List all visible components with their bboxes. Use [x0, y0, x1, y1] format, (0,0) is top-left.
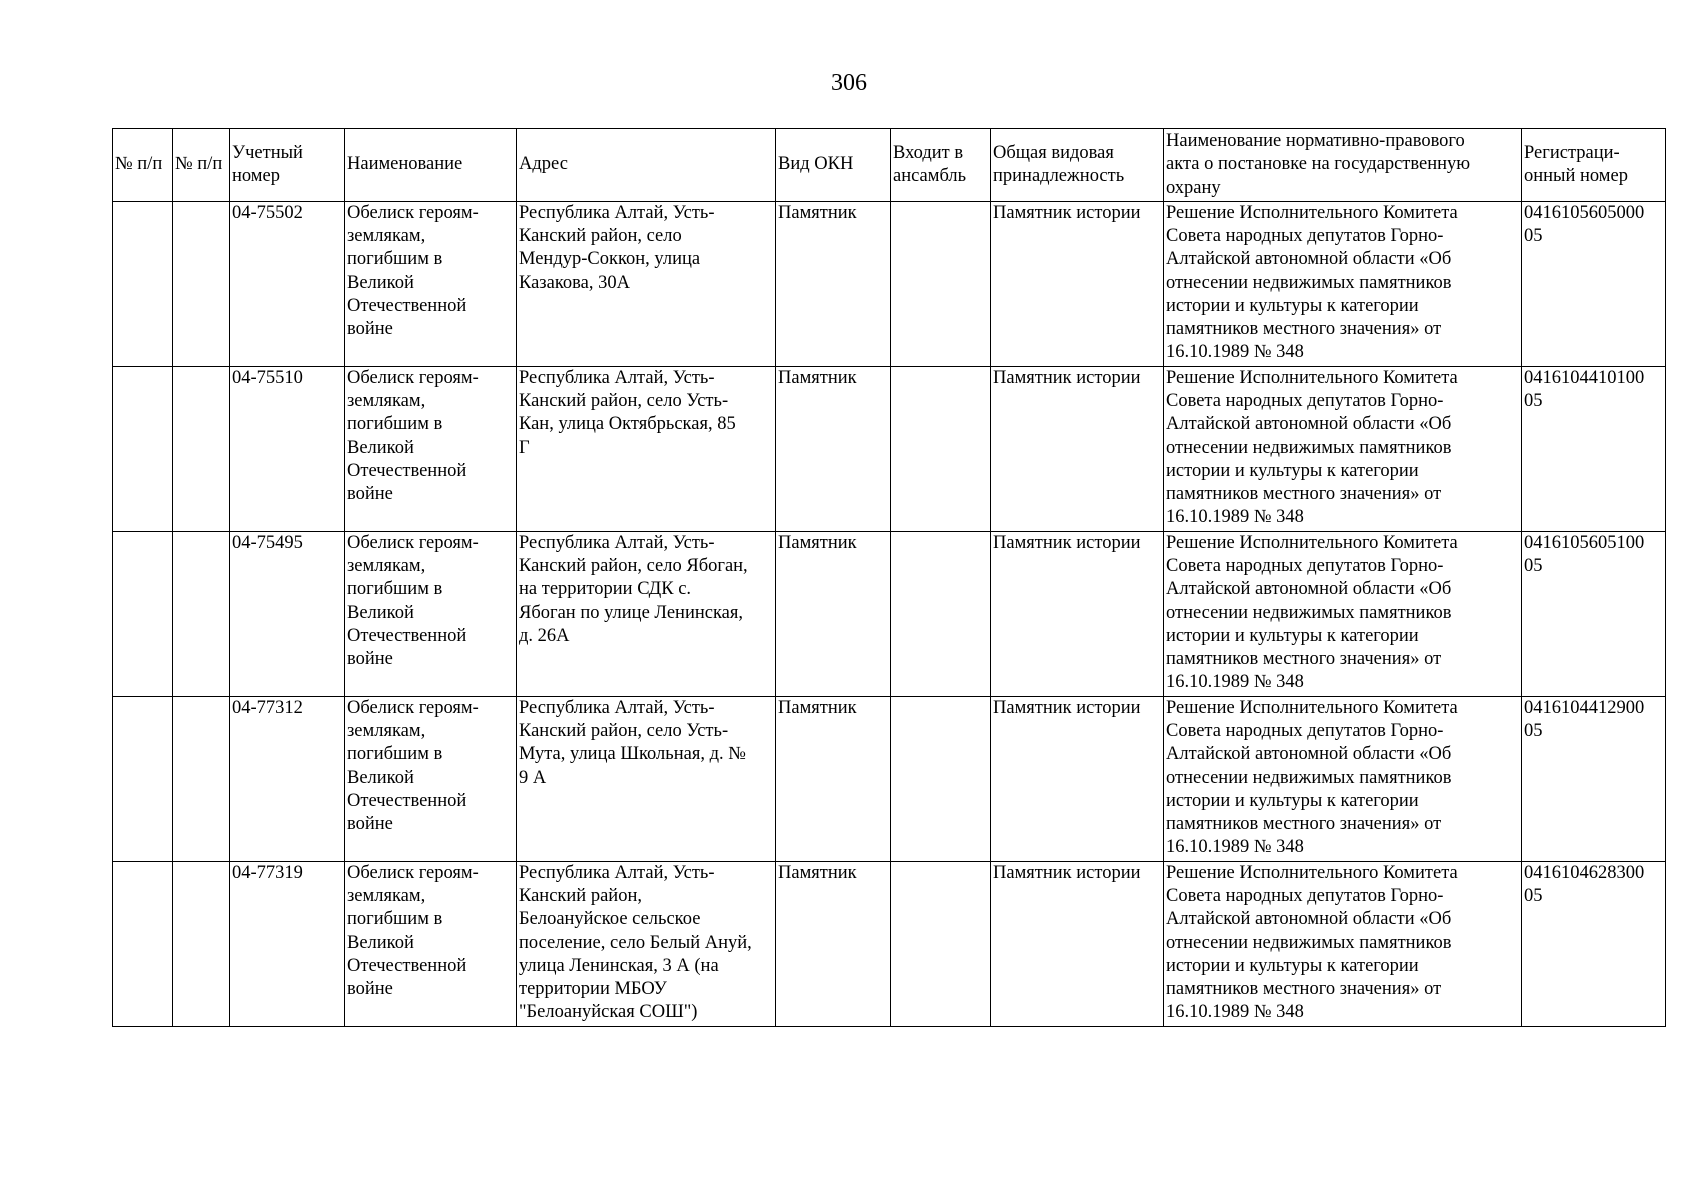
cell-reg-number: 0416104412900 05: [1522, 697, 1666, 862]
table-header: [113, 129, 1666, 202]
column-header-address: Адрес: [517, 129, 776, 202]
cell-name: Обелиск героям- землякам, погибшим в Великой Отечественной войне: [345, 862, 517, 1027]
column-header-category: Общая видовая принадлежность: [991, 129, 1164, 202]
cell-category: Памятник истории: [991, 532, 1164, 697]
cell-account-number: 04-77312: [230, 697, 345, 862]
cell-num-2: [173, 862, 230, 1027]
cell-okn-type: Памятник: [776, 532, 891, 697]
column-header-num-1: № п/п: [113, 129, 173, 202]
table-row: [113, 202, 1666, 367]
header-row: [113, 129, 1666, 202]
column-header-num-2: № п/п: [173, 129, 230, 202]
cell-legal-act: Решение Исполнительного Комитета Совета народных депутатов Горно- Алтайской автономной области «Об отнесении недвижимых памятников истории и культуры к категории памятников местного значения» от 16.10.1989 № 348: [1164, 367, 1522, 532]
table-row: [113, 367, 1666, 532]
cell-okn-type: Памятник: [776, 862, 891, 1027]
column-header-account-number: Учетный номер: [230, 129, 345, 202]
column-header-ensemble: Входит в ансамбль: [891, 129, 991, 202]
cell-address: Республика Алтай, Усть- Канский район, село Усть- Мута, улица Школьная, д. № 9 А: [517, 697, 776, 862]
page-number: 306: [831, 70, 867, 96]
cell-reg-number: 0416105605100 05: [1522, 532, 1666, 697]
column-header-name: Наименование: [345, 129, 517, 202]
cell-account-number: 04-77319: [230, 862, 345, 1027]
cell-ensemble: [891, 367, 991, 532]
cell-num-1: [113, 202, 173, 367]
cell-address: Республика Алтай, Усть- Канский район, село Усть- Кан, улица Октябрьская, 85 Г: [517, 367, 776, 532]
cell-ensemble: [891, 862, 991, 1027]
cell-num-1: [113, 532, 173, 697]
cell-address: Республика Алтай, Усть- Канский район, село Мендур-Соккон, улица Казакова, 30А: [517, 202, 776, 367]
cell-category: Памятник истории: [991, 202, 1164, 367]
cell-num-1: [113, 367, 173, 532]
cell-num-1: [113, 697, 173, 862]
cell-name: Обелиск героям- землякам, погибшим в Великой Отечественной войне: [345, 532, 517, 697]
cell-name: Обелиск героям- землякам, погибшим в Великой Отечественной войне: [345, 697, 517, 862]
cell-num-2: [173, 532, 230, 697]
table-row: [113, 532, 1666, 697]
cell-num-2: [173, 367, 230, 532]
cell-address: Республика Алтай, Усть- Канский район, Белоануйское сельское поселение, село Белый Ануй, улица Ленинская, 3 А (на территории МБОУ "Белоануйская СОШ"): [517, 862, 776, 1027]
table-row: [113, 862, 1666, 1027]
cell-ensemble: [891, 202, 991, 367]
cell-category: Памятник истории: [991, 367, 1164, 532]
cell-ensemble: [891, 697, 991, 862]
cell-account-number: 04-75502: [230, 202, 345, 367]
cell-name: Обелиск героям- землякам, погибшим в Великой Отечественной войне: [345, 367, 517, 532]
heritage-registry-table: [112, 128, 1666, 1027]
cell-okn-type: Памятник: [776, 367, 891, 532]
cell-ensemble: [891, 532, 991, 697]
cell-legal-act: Решение Исполнительного Комитета Совета народных депутатов Горно- Алтайской автономной области «Об отнесении недвижимых памятников истории и культуры к категории памятников местного значения» от 16.10.1989 № 348: [1164, 862, 1522, 1027]
cell-category: Памятник истории: [991, 697, 1164, 862]
cell-account-number: 04-75510: [230, 367, 345, 532]
cell-reg-number: 0416104628300 05: [1522, 862, 1666, 1027]
cell-okn-type: Памятник: [776, 697, 891, 862]
table-row: [113, 697, 1666, 862]
cell-legal-act: Решение Исполнительного Комитета Совета народных депутатов Горно- Алтайской автономной области «Об отнесении недвижимых памятников истории и культуры к категории памятников местного значения» от 16.10.1989 № 348: [1164, 202, 1522, 367]
cell-reg-number: 0416104410100 05: [1522, 367, 1666, 532]
cell-legal-act: Решение Исполнительного Комитета Совета народных депутатов Горно- Алтайской автономной области «Об отнесении недвижимых памятников истории и культуры к категории памятников местного значения» от 16.10.1989 № 348: [1164, 532, 1522, 697]
table-body: [113, 202, 1666, 1027]
cell-address: Республика Алтай, Усть- Канский район, село Ябоган, на территории СДК с. Ябоган по улице Ленинская, д. 26А: [517, 532, 776, 697]
cell-num-1: [113, 862, 173, 1027]
cell-legal-act: Решение Исполнительного Комитета Совета народных депутатов Горно- Алтайской автономной области «Об отнесении недвижимых памятников истории и культуры к категории памятников местного значения» от 16.10.1989 № 348: [1164, 697, 1522, 862]
column-header-reg-number: Регистраци- онный номер: [1522, 129, 1666, 202]
cell-num-2: [173, 697, 230, 862]
cell-category: Памятник истории: [991, 862, 1164, 1027]
cell-name: Обелиск героям- землякам, погибшим в Великой Отечественной войне: [345, 202, 517, 367]
cell-account-number: 04-75495: [230, 532, 345, 697]
column-header-legal-act: Наименование нормативно-правового акта о постановке на государственную охрану: [1164, 129, 1522, 202]
column-header-okn-type: Вид ОКН: [776, 129, 891, 202]
cell-okn-type: Памятник: [776, 202, 891, 367]
cell-num-2: [173, 202, 230, 367]
cell-reg-number: 0416105605000 05: [1522, 202, 1666, 367]
